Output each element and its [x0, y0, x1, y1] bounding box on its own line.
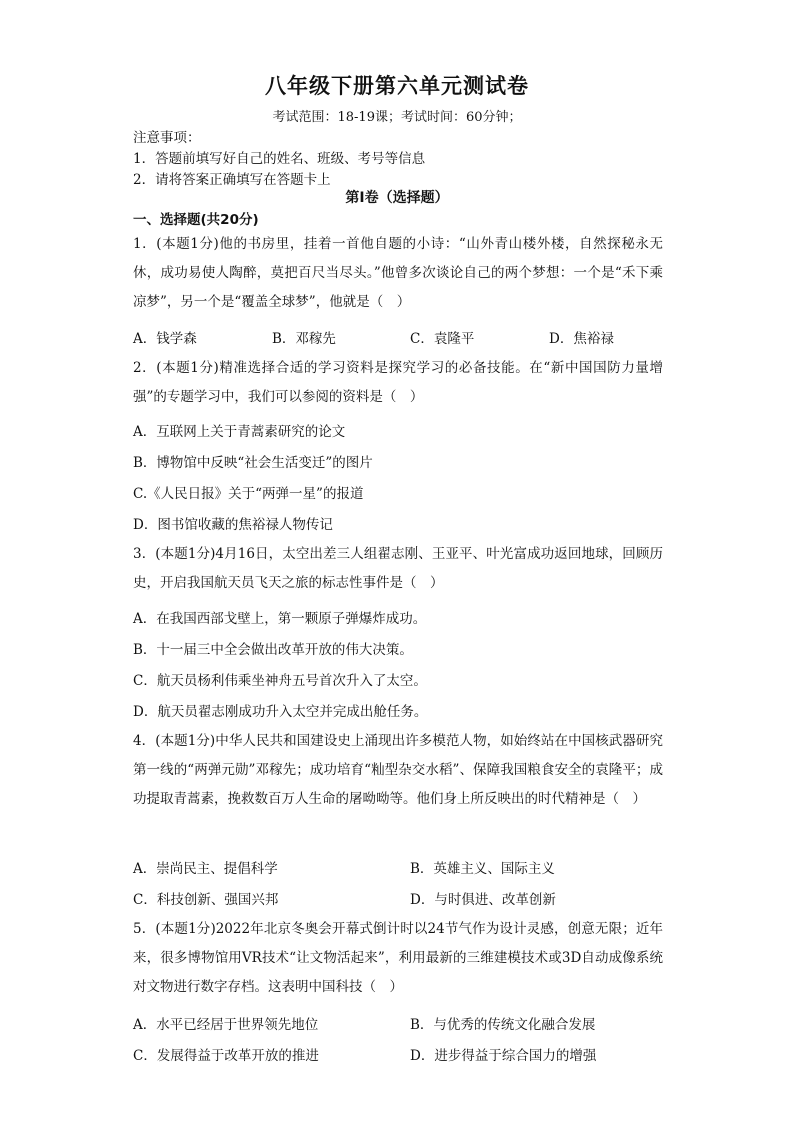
- page-title: 八年级下册第六单元测试卷: [265, 74, 529, 98]
- question-text: 3．(本题1分)4月16日，太空出差三人组翟志刚、王亚平、叶光富成功返回地球，回顾历史，开启我国航天员飞天之旅的标志性事件是（ ）: [133, 546, 663, 591]
- option-d[interactable]: D．焦裕禄: [549, 331, 614, 347]
- question-2-option: [133, 420, 663, 442]
- question-4-options: [133, 888, 663, 910]
- note-item: 1．答题前填写好自己的姓名、班级、考号等信息: [133, 151, 426, 167]
- question-2-option: [133, 451, 663, 473]
- option-a[interactable]: A．钱学森: [133, 331, 197, 347]
- question-3-option: [133, 638, 663, 660]
- option-c[interactable]: C．袁隆平: [410, 331, 475, 347]
- question-3-option: [133, 607, 663, 629]
- question-text: 5．(本题1分)2022年北京冬奥会开幕式倒计时以24节气作为设计灵感，创意无限；近年来，很多博物馆用VR技术“让文物活起来”，利用最新的三维建模技术或3D自动成像系统对文物进行数字存档。这表明中国科技（ ）: [133, 921, 663, 995]
- note-item: 2．请将答案正确填写在答题卡上: [133, 172, 331, 188]
- question-1: [133, 230, 663, 317]
- option-d[interactable]: D．与时俱进、改革创新: [410, 892, 556, 908]
- question-3-option: [133, 669, 663, 691]
- section-title: 第I卷（选择题）: [345, 190, 449, 206]
- option-a[interactable]: A．崇尚民主、提倡科学: [133, 861, 278, 877]
- option-d[interactable]: D．图书馆收藏的焦裕禄人物传记: [133, 517, 333, 533]
- option-a[interactable]: A．互联网上关于青蒿素研究的论文: [133, 424, 346, 440]
- option-b[interactable]: B．英雄主义、国际主义: [410, 861, 555, 877]
- part-title: 一、选择题(共20分): [133, 212, 259, 228]
- question-5-options: [133, 1013, 663, 1035]
- question-text: 1．(本题1分)他的书房里，挂着一首他自题的小诗：“山外青山楼外楼，自然探秘永无休，成功易使人陶醉，莫把百尺当尽头。”他曾多次谈论自己的两个梦想：一个是“禾下乘凉梦”，另一个是“覆盖全球梦”，他就是（ ）: [133, 236, 663, 310]
- question-4-options: [133, 857, 663, 879]
- option-c[interactable]: C.《人民日报》关于“两弹一星”的报道: [133, 486, 364, 502]
- option-b[interactable]: B．与优秀的传统文化融合发展: [410, 1017, 596, 1033]
- question-5-options: [133, 1044, 663, 1066]
- option-b[interactable]: B．十一届三中全会做出改革开放的伟大决策。: [133, 642, 413, 658]
- option-d[interactable]: D．航天员翟志刚成功升入太空并完成出舱任务。: [133, 704, 428, 720]
- question-1-options: [133, 327, 663, 349]
- option-a[interactable]: A．在我国西部戈壁上，第一颗原子弹爆炸成功。: [133, 611, 427, 627]
- option-c[interactable]: C．科技创新、强国兴邦: [133, 892, 279, 908]
- option-c[interactable]: C．发展得益于改革开放的推进: [133, 1048, 319, 1064]
- option-c[interactable]: C．航天员杨利伟乘坐神舟五号首次升入了太空。: [133, 673, 427, 689]
- question-4: [133, 727, 663, 814]
- question-text: 4．(本题1分)中华人民共和国建设史上涌现出许多模范人物，如始终站在中国核武器研究第一线的“两弹元勋”邓稼先；成功培育“籼型杂交水稻”、保障我国粮食安全的袁隆平；成功提取青蒿素，挽救数百万人生命的屠呦呦等。他们身上所反映出的时代精神是（ ）: [133, 733, 663, 807]
- question-2-option: [133, 482, 663, 504]
- notes-heading: 注意事项：: [133, 130, 201, 146]
- question-2: [133, 354, 663, 412]
- option-a[interactable]: A．水平已经居于世界领先地位: [133, 1017, 319, 1033]
- question-3: [133, 540, 663, 598]
- question-3-option: [133, 700, 663, 722]
- question-2-option: [133, 513, 663, 535]
- option-b[interactable]: B．博物馆中反映“社会生活变迁”的图片: [133, 455, 373, 471]
- exam-scope: 考试范围：18-19课；考试时间：60分钟；: [272, 110, 522, 125]
- question-5: [133, 915, 663, 1002]
- option-b[interactable]: B．邓稼先: [272, 331, 336, 347]
- question-text: 2．(本题1分)精准选择合适的学习资料是探究学习的必备技能。在“新中国国防力量增强”的专题学习中，我们可以参阅的资料是（ ）: [133, 360, 663, 405]
- option-d[interactable]: D．进步得益于综合国力的增强: [410, 1048, 597, 1064]
